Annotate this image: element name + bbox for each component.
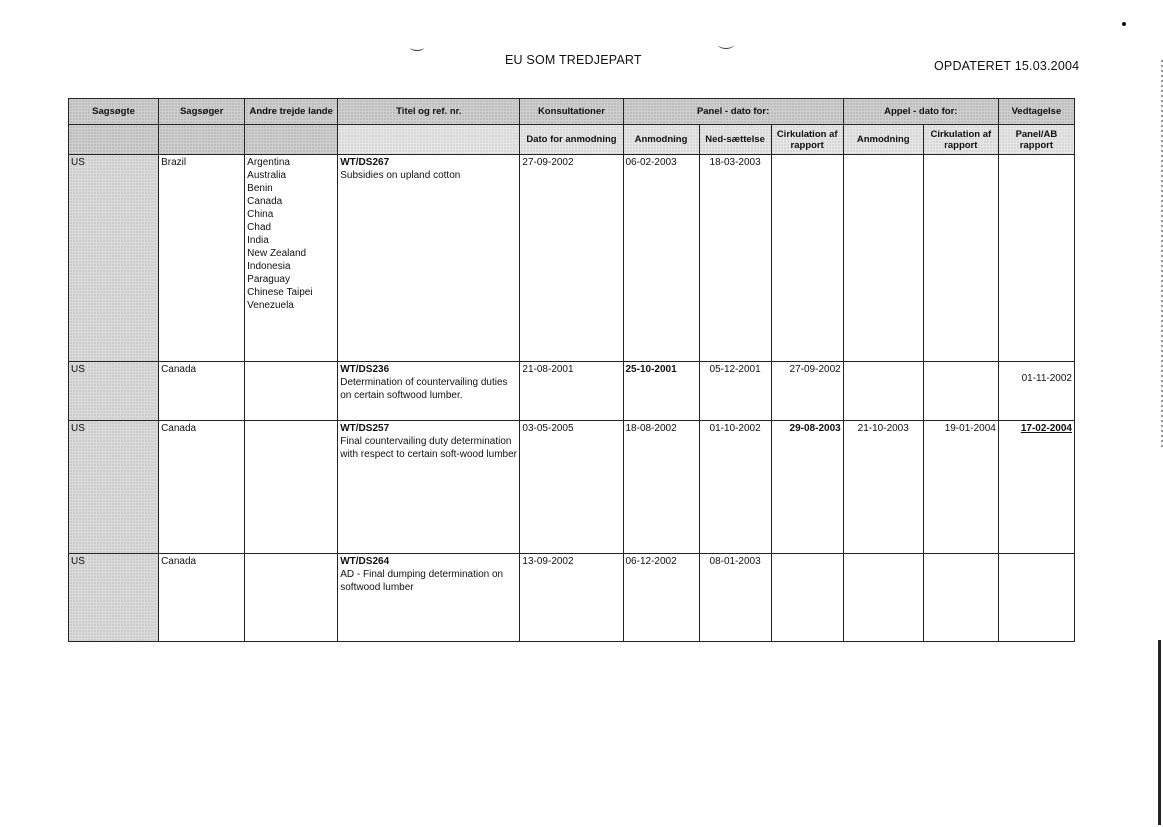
cell-konsultation: 13-09-2002	[520, 554, 623, 642]
country-item: India	[247, 235, 269, 246]
cell-sagsoger: Brazil	[159, 155, 245, 362]
cell-sagsoger: Canada	[159, 421, 245, 554]
case-ref: WT/DS257	[340, 423, 390, 434]
subheader-blank	[338, 125, 520, 155]
country-item: Canada	[247, 196, 283, 207]
country-list	[247, 156, 335, 312]
subheader-blank	[69, 125, 159, 155]
table-row	[69, 362, 1075, 421]
country-item: Chinese Taipei	[247, 287, 313, 298]
col-header-appel-group: Appel - dato for:	[843, 99, 998, 125]
cell-sagsogte: US	[69, 362, 159, 421]
table-row	[69, 421, 1075, 554]
case-title: Determination of countervailing duties on certain softwood lumber.	[340, 377, 508, 401]
subheader-dato-anmodning: Dato for anmodning	[520, 125, 623, 155]
col-header-titel: Titel og ref. nr.	[338, 99, 520, 125]
cell-appel-anmodning	[843, 155, 923, 362]
cell-appel-anmodning: 21-10-2003	[843, 421, 923, 554]
cases-table	[68, 98, 1075, 642]
col-header-sagsogte: Sagsøgte	[69, 99, 159, 125]
cell-titel	[338, 421, 520, 554]
cell-panel-cirkulation: 27-09-2002	[771, 362, 843, 421]
subheader-nedsaettelse: Ned-sættelse	[699, 125, 771, 155]
cell-panel-cirkulation	[771, 155, 843, 362]
col-header-vedtagelse: Vedtagelse	[998, 99, 1074, 125]
cell-vedtagelse	[998, 155, 1074, 362]
cell-andre-lande	[245, 421, 338, 554]
cell-sagsogte: US	[69, 554, 159, 642]
scan-smudge	[718, 40, 734, 49]
cell-sagsoger: Canada	[159, 362, 245, 421]
country-item: Indonesia	[247, 261, 291, 272]
country-item: Venezuela	[247, 300, 294, 311]
subheader-blank	[159, 125, 245, 155]
col-header-panel-group: Panel - dato for:	[623, 99, 843, 125]
subheader-panel-anmodning: Anmodning	[623, 125, 699, 155]
cell-konsultation: 27-09-2002	[520, 155, 623, 362]
case-ref: WT/DS236	[340, 364, 390, 375]
cell-nedsaettelse: 01-10-2002	[699, 421, 771, 554]
case-ref: WT/DS267	[340, 157, 390, 168]
case-title: Final countervailing duty determination with respect to certain soft-wood lumber	[340, 436, 517, 460]
cell-panel-anmodning: 18-08-2002	[623, 421, 699, 554]
scan-smudge	[410, 44, 424, 51]
cell-appel-anmodning	[843, 362, 923, 421]
subheader-appel-cirkulation: Cirkulation af rapport	[923, 125, 998, 155]
cell-vedtagelse	[998, 554, 1074, 642]
table-row	[69, 155, 1075, 362]
cell-nedsaettelse: 18-03-2003	[699, 155, 771, 362]
cell-vedtagelse: 17-02-2004	[998, 421, 1074, 554]
cell-sagsoger: Canada	[159, 554, 245, 642]
cell-nedsaettelse: 08-01-2003	[699, 554, 771, 642]
country-item: New Zealand	[247, 248, 307, 259]
col-header-konsultationer: Konsultationer	[520, 99, 623, 125]
case-title: Subsidies on upland cotton	[340, 170, 461, 181]
cell-sagsogte: US	[69, 155, 159, 362]
country-item: Chad	[247, 222, 272, 233]
cell-appel-cirkulation	[923, 155, 998, 362]
subheader-panel-ab: Panel/AB rapport	[998, 125, 1074, 155]
table-row	[69, 554, 1075, 642]
case-ref: WT/DS264	[340, 556, 390, 567]
country-item: China	[247, 209, 274, 220]
cell-titel	[338, 155, 520, 362]
scan-speck	[1122, 22, 1126, 26]
cell-titel	[338, 362, 520, 421]
updated-date: OPDATERET 15.03.2004	[934, 59, 1080, 73]
cell-andre-lande	[245, 554, 338, 642]
cell-titel	[338, 554, 520, 642]
col-header-sagsoger: Sagsøger	[159, 99, 245, 125]
cell-panel-cirkulation: 29-08-2003	[771, 421, 843, 554]
cell-panel-anmodning: 25-10-2001	[623, 362, 699, 421]
cell-panel-anmodning: 06-02-2003	[623, 155, 699, 362]
cell-andre-lande	[245, 362, 338, 421]
case-title: AD - Final dumping determination on softwood lumber	[340, 569, 504, 593]
cell-panel-cirkulation	[771, 554, 843, 642]
cell-panel-anmodning: 06-12-2002	[623, 554, 699, 642]
subheader-panel-cirkulation: Cirkulation af rapport	[771, 125, 843, 155]
cell-appel-cirkulation: 19-01-2004	[923, 421, 998, 554]
cell-appel-cirkulation	[923, 554, 998, 642]
cell-konsultation: 21-08-2001	[520, 362, 623, 421]
cell-konsultation: 03-05-2005	[520, 421, 623, 554]
col-header-andre-lande: Andre trejde lande	[245, 99, 338, 125]
cell-andre-lande	[245, 155, 338, 362]
country-item: Benin	[247, 183, 273, 194]
country-item: Australia	[247, 170, 287, 181]
scan-edge	[1158, 640, 1161, 825]
country-item: Argentina	[247, 157, 290, 168]
subheader-appel-anmodning: Anmodning	[843, 125, 923, 155]
cell-vedtagelse: 01-11-2002	[998, 362, 1074, 421]
document-title: EU SOM TREDJEPART	[505, 53, 642, 67]
cell-nedsaettelse: 05-12-2001	[699, 362, 771, 421]
cell-appel-anmodning	[843, 554, 923, 642]
country-item: Paraguay	[247, 274, 290, 285]
cell-appel-cirkulation	[923, 362, 998, 421]
subheader-blank	[245, 125, 338, 155]
cell-sagsogte: US	[69, 421, 159, 554]
